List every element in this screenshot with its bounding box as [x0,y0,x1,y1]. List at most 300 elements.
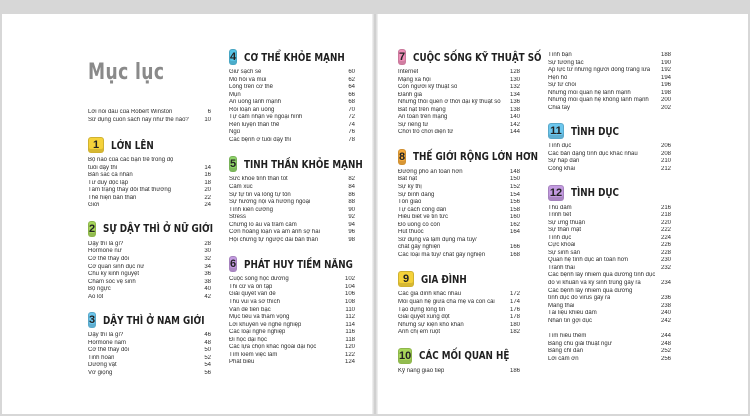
toc-entry [88,286,211,294]
toc-entry [548,212,671,220]
toc-entry [229,291,355,299]
chapter-number-badge: 9 [398,271,414,287]
toc-entry [229,229,355,237]
toc-column-1 [88,109,214,378]
toc-entry [88,165,211,173]
toc-entry-title: Lời khuyên về nghề nghiệp [229,321,302,328]
toc-entry [229,352,355,360]
toc-entry-title: Ăn uống lành mạnh [229,99,282,106]
chapter-heading [229,253,355,275]
toc-entry-title: Các loại nghề nghiệp [229,329,286,336]
toc-entry-title: Con người kỹ thuật số [398,84,458,91]
toc-entry-page: 14 [204,164,211,171]
chapter-number-badge: 1 [88,137,104,153]
toc-entry-page: 86 [348,191,355,198]
toc-entry [229,92,355,100]
toc-entry-title: Đánh giá [398,91,423,98]
toc-entry-page: 46 [204,332,211,339]
toc-entry-title: Hormone nữ [88,248,122,255]
chapter-number-badge: 12 [549,186,563,199]
toc-entry-page: 138 [509,106,520,113]
toc-entry [398,77,520,85]
toc-entry-title: Ngủ [229,129,241,136]
toc-entry-title: Chứng lo âu và trầm cảm [229,221,297,228]
toc-entry-title: Tìm kiếm việc làm [229,351,278,358]
page-fold [372,14,378,414]
toc-entry-page: 76 [348,129,355,136]
toc-entry-title: Tính kiên cường [229,206,273,213]
toc-entry [88,157,211,165]
chapter-title: GIA ĐÌNH [421,272,467,286]
toc-entry [88,271,211,279]
toc-entry [548,333,671,341]
toc-entry [548,67,671,75]
toc-entry-page: 248 [660,340,671,347]
toc-entry [398,322,520,330]
toc-entry-page: 256 [660,355,671,362]
toc-entry-page: 124 [344,359,355,366]
toc-entry [548,158,671,166]
toc-entry [88,109,211,117]
toc-entry-title: chất gây nghiện [398,244,441,251]
toc-entry-page: 154 [509,191,520,198]
toc-entry-page: 74 [348,121,355,128]
toc-entry-title: Mối quan hệ giữa cha mẹ và con cái [398,299,495,306]
toc-entry-page: 98 [348,236,355,243]
toc-entry [229,299,355,307]
toc-entry-title: Mạng xã hội [398,76,431,83]
chapter-title: PHÁT HUY TIỀM NĂNG [244,257,353,271]
toc-entry [398,129,520,137]
toc-entry-title: Tinh hoàn [88,354,115,361]
toc-entry [398,69,520,77]
toc-entry-page: 66 [348,91,355,98]
chapter-heading [398,268,520,290]
chapter-heading [548,120,671,142]
toc-entry-page: 232 [660,264,671,271]
toc-entry-page: 118 [345,336,355,343]
toc-entry [548,288,671,296]
toc-entry-page: 68 [348,99,355,106]
toc-entry [229,322,355,330]
toc-entry-page: 200 [660,97,671,104]
toc-entry-title: Tư duy độc lập [88,179,129,186]
toc-entry [88,370,211,378]
toc-entry-title: Các gia đình khác nhau [398,291,462,298]
toc-entry-page: 252 [660,348,671,355]
chapter-title: SỰ DẬY THÌ Ở NỮ GIỚI [103,222,214,236]
toc-entry-title: Tôn giáo [398,199,422,206]
toc-entry-title: Cơn hoảng loạn và ám ảnh sợ hãi [229,229,320,236]
toc-entry-title: Hút thuốc [398,229,424,236]
toc-entry-title: Những mối quan hệ lành mạnh [548,89,631,96]
toc-entry-title: Sự hướng nội và hướng ngoại [229,199,311,206]
toc-entry-page: 108 [344,299,355,306]
toc-entry-title: Rèn luyện thân thể [229,121,280,128]
toc-entry [398,99,520,107]
toc-entry-title: Cuộc sống học đường [229,276,289,283]
toc-entry-page: 190 [660,59,671,66]
toc-entry [398,92,520,100]
toc-entry-title: Sự tương tác [548,59,584,66]
toc-entry-page: 60 [348,69,355,75]
toc-entry [398,329,520,337]
toc-entry-title: Sự hấp dẫn [548,158,580,165]
toc-entry-page: 188 [660,52,671,58]
toc-entry [229,214,355,222]
toc-entry [398,237,520,245]
toc-entry-title: Lời cảm ơn [548,355,579,362]
toc-entry [398,176,520,184]
toc-entry-title: Những sự kiện khó khăn [398,321,464,328]
toc-entry-title: Áo lót [88,293,104,300]
toc-entry-title: Giải quyết vấn đề [229,291,276,298]
toc-entry [398,199,520,207]
toc-entry [88,347,211,355]
toc-entry-page: 20 [204,187,211,194]
toc-entry [229,344,355,352]
toc-entry [548,105,671,113]
toc-entry [88,248,211,256]
toc-entry-title: Công khai [548,166,576,173]
toc-entry-title: Mục tiêu và tham vọng [229,314,290,321]
toc-entry [548,60,671,68]
toc-entry-title: Hiểu biết về tin tức [398,214,449,221]
page-title: Mục lục [88,60,165,85]
toc-entry-page: 194 [660,74,671,81]
toc-entry-page: 72 [348,114,355,121]
chapter-heading [398,146,539,168]
toc-entry-page: 50 [204,347,211,354]
toc-entry [88,332,211,340]
toc-entry-page: 150 [509,176,520,183]
toc-entry [398,184,520,192]
toc-entry [398,244,520,252]
toc-entry [88,279,211,287]
toc-entry-title: Anh chị em ruột [398,329,441,336]
toc-entry [229,114,355,122]
toc-entry-page: 176 [509,306,520,313]
toc-entry-title: Những mối quan hệ không lành mạnh [548,97,649,104]
toc-entry-page: 18 [204,179,211,186]
toc-entry-title: Sự sinh sản [548,249,581,256]
toc-entry [548,348,671,356]
toc-entry-title: Các bệnh lây nhiễm qua đường [548,287,633,294]
toc-entry [398,114,520,122]
toc-column-4 [548,52,671,364]
chapter-heading [229,46,355,68]
chapter-heading [398,345,520,367]
toc-entry-page: 16 [204,172,211,179]
toc-entry-page: 196 [660,82,671,89]
toc-entry-page: 136 [509,99,520,106]
toc-entry [88,294,211,302]
toc-entry-page: 158 [509,206,520,213]
toc-entry [398,229,520,237]
toc-entry [548,52,671,60]
toc-entry-page: 134 [509,91,520,98]
chapter-title: THẾ GIỚI RỘNG LỚN HƠN [413,150,539,164]
toc-entry [229,69,355,77]
toc-entry-title: Chơi trò chơi điện tử [398,129,454,136]
toc-entry-title: Các lựa chọn khác ngoài đại học [229,344,317,351]
toc-entry-title: Giải quyết xung đột [398,314,450,321]
toc-entry [398,207,520,215]
toc-entry-title: Tái liệu khiêu dâm [548,310,597,317]
toc-entry-title: Lời nói đầu của Robert Winston [88,109,173,115]
toc-entry-title: Bắt nạt [398,176,418,183]
toc-entry-title: Giới [88,202,100,209]
toc-entry [398,252,520,260]
toc-entry-page: 30 [204,248,211,255]
toc-entry-page: 84 [348,184,355,191]
chapter-heading [88,309,211,331]
toc-entry-title: Sức khỏe tinh thần tốt [229,176,288,183]
toc-entry [88,362,211,370]
toc-entry-title: Sự thân mật [548,227,582,234]
toc-entry [398,368,520,376]
toc-entry-title: Bắt nạt trên mạng [398,106,446,113]
toc-entry-title: Quan hệ tình dục an toàn hơn [548,257,628,264]
toc-entry-page: 38 [204,278,211,285]
toc-entry [229,307,355,315]
chapter-heading [229,153,363,175]
toc-entry [548,97,671,105]
toc-entry-title: Sự từ chối [548,82,577,89]
toc-entry [229,329,355,337]
toc-entry [229,359,355,367]
toc-entry-page: 180 [509,321,520,328]
toc-entry-page: 242 [660,317,671,324]
toc-entry-title: do vi khuẩn và ký sinh trùng gây ra [548,280,641,287]
toc-entry-title: Những thói quen ở thời đại kỹ thuật số [398,99,501,106]
toc-entry-title: Mụn [229,91,241,98]
toc-entry [548,166,671,174]
toc-entry-page: 172 [509,291,520,298]
toc-entry-page: 82 [348,176,355,183]
toc-entry-page: 240 [660,310,671,317]
toc-entry-title: Internet [398,69,419,75]
toc-entry-page: 42 [204,293,211,300]
toc-entry [398,169,520,177]
toc-entry-title: Các bản dạng tình dục khác nhau [548,150,638,157]
chapter-title: CƠ THỂ KHỎE MẠNH [244,50,345,64]
chapter-number-badge: 6 [230,258,237,271]
toc-entry-title: Thể hiện bản thân [88,194,137,201]
chapter-heading [398,46,542,68]
toc-entry [229,276,355,284]
toc-entry-title: Tìm hiểu thêm [548,333,587,340]
toc-entry [548,265,671,273]
toc-entry-page: 106 [344,291,355,298]
toc-entry [229,222,355,230]
toc-entry [398,222,520,230]
toc-entry-page: 234 [660,280,671,287]
chapter-title: DẬY THÌ Ở NAM GIỚI [103,313,205,327]
toc-entry-title: Lông trên cơ thể [229,84,273,91]
toc-entry-title: Tâm trạng thay đổi thất thường [88,187,171,194]
chapter-number-badge: 2 [89,222,96,235]
toc-entry-page: 236 [660,295,671,302]
toc-entry-page: 64 [348,84,355,91]
toc-entry-page: 92 [348,214,355,221]
chapter-number-badge: 4 [230,51,237,63]
toc-entry-page: 34 [204,263,211,270]
toc-entry-page: 104 [344,283,355,290]
toc-entry-page: 208 [660,150,671,157]
toc-entry-page: 102 [344,276,355,283]
toc-entry-page: 62 [348,76,355,83]
toc-entry-title: Chia tay [548,104,571,111]
toc-entry-title: Phát biểu [229,359,255,366]
toc-entry-page: 142 [509,121,520,128]
toc-entry-title: Nhắn tin gợi dục [548,317,592,324]
toc-entry-page: 166 [509,244,520,251]
toc-entry [88,355,211,363]
toc-entry-title: Mồ hôi và mùi [229,76,267,83]
toc-entry-title: Sử dụng cuốn sách này như thế nào? [88,116,189,123]
toc-entry-page: 178 [509,314,520,321]
toc-entry [88,172,211,180]
toc-entry-page: 130 [509,76,520,83]
toc-entry-title: Sự ưng thuận [548,219,586,226]
toc-entry [88,180,211,188]
toc-entry [398,192,520,200]
toc-entry-title: An toàn trên mạng [398,114,448,121]
toc-entry-title: Tự cảm nhận về ngoại hình [229,114,303,121]
toc-entry-page: 152 [509,184,520,191]
toc-entry-page: 148 [509,168,520,175]
toc-entry-title: Hẹn hò [548,74,568,81]
toc-entry-title: Vỡ giọng [88,370,113,377]
toc-entry-title: Sự kỳ thị [398,184,422,191]
chapter-number-badge: 8 [399,150,406,163]
toc-entry [548,356,671,364]
toc-entry-page: 228 [660,249,671,256]
toc-entry [548,303,671,311]
toc-entry [229,284,355,292]
toc-entry-title: Cơ quan sinh dục nữ [88,263,145,270]
toc-entry [229,99,355,107]
toc-entry-page: 52 [204,354,211,361]
toc-entry [229,237,355,245]
toc-entry-page: 168 [509,251,520,258]
chapter-number-badge: 7 [399,51,406,63]
toc-entry-title: Tránh thai [548,264,575,271]
chapter-heading [548,182,671,204]
toc-entry-page: 122 [344,351,355,358]
toc-entry-title: Mang thai [548,302,575,309]
toc-entry-page: 216 [660,204,671,211]
chapter-number-badge: 11 [548,123,564,139]
toc-entry-page: 56 [204,370,211,377]
toc-column-2 [229,42,363,367]
toc-entry [548,242,671,250]
toc-entry-page: 162 [509,221,520,228]
toc-entry-page: 224 [660,234,671,241]
chapter-title: TÌNH DỤC [571,124,619,138]
toc-entry [88,202,211,210]
toc-entry [88,256,211,264]
toc-entry [229,77,355,85]
toc-entry-page: 160 [509,214,520,221]
toc-entry [229,192,355,200]
toc-entry-title: Cực khoái [548,242,576,249]
toc-entry [229,129,355,137]
toc-entry-page: 144 [509,129,520,136]
toc-entry [229,314,355,322]
toc-entry-title: Bảng chỉ dẫn [548,348,584,355]
toc-entry [548,280,671,288]
toc-entry-page: 32 [204,256,211,263]
toc-entry [229,337,355,345]
toc-entry-page: 202 [660,104,671,111]
toc-entry-title: Đồ uống có cồn [398,221,441,228]
toc-entry-title: Thi cử và ôn tập [229,283,273,290]
toc-entry-page: 230 [660,257,671,264]
toc-entry [398,107,520,115]
chapter-title: LỚN LÊN [111,138,154,152]
toc-entry-page: 6 [207,109,211,115]
toc-entry [548,151,671,159]
toc-entry-title: Tình dục [548,143,572,150]
toc-entry-title: Tự cách công dân [398,206,447,213]
toc-entry-page: 156 [509,199,520,206]
toc-entry [229,122,355,130]
toc-entry-title: Rối loạn ăn uống [229,106,275,113]
toc-entry-page: 220 [660,219,671,226]
toc-entry [548,318,671,326]
toc-entry-page: 116 [345,329,355,336]
toc-entry-title: Bảng chú giải thuật ngữ [548,340,612,347]
toc-entry [548,310,671,318]
toc-entry-page: 28 [204,240,211,247]
toc-entry [548,220,671,228]
toc-entry-title: Dương vật [88,362,117,369]
chapter-heading [88,134,211,156]
toc-entry-title: Các loại ma túy/ chất gây nghiện [398,251,486,258]
toc-entry-title: Thủ dâm [548,204,572,211]
toc-entry [398,214,520,222]
toc-entry [398,291,520,299]
toc-entry-page: 140 [509,114,520,121]
toc-entry-title: Dậy thì là gì? [88,332,124,339]
chapter-title: TÌNH DỤC [571,186,619,200]
toc-entry-title: Thú vui và sở thích [229,299,280,306]
toc-entry-page: 206 [660,143,671,150]
toc-entry [398,307,520,315]
toc-entry-page: 10 [204,116,211,123]
toc-entry-title: Các bệnh ở tuổi dậy thì [229,136,292,143]
toc-entry [88,264,211,272]
toc-entry [548,257,671,265]
toc-entry-title: Sự bình đẳng [398,191,435,198]
toc-entry [548,295,671,303]
toc-entry-page: 112 [345,314,355,321]
chapter-heading [88,218,214,240]
toc-entry-title: Tạo dựng lòng tin [398,306,446,313]
toc-entry [229,207,355,215]
toc-entry-page: 88 [348,199,355,206]
toc-entry [548,82,671,90]
toc-entry-page: 40 [204,286,211,293]
toc-entry [548,272,671,280]
toc-entry-title: tuổi dậy thì [88,164,118,171]
toc-entry-title: Stress [229,214,247,221]
toc-entry-page: 186 [509,367,520,374]
toc-entry-page: 70 [348,106,355,113]
toc-entry-page: 94 [348,221,355,228]
